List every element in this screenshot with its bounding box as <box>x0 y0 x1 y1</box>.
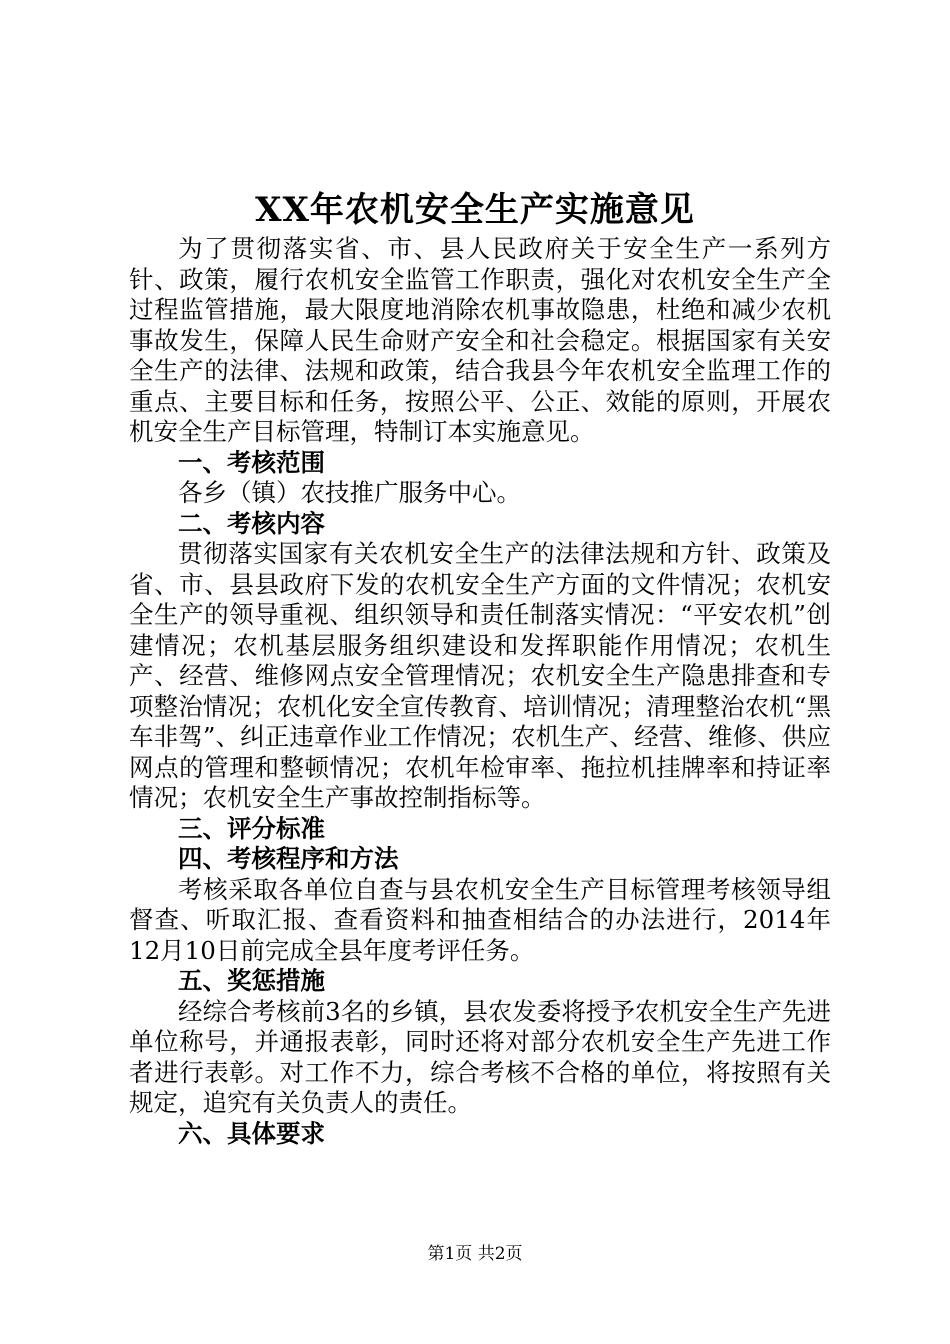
section-heading-requirements: 六、具体要求 <box>178 1118 325 1148</box>
section-text-scope: 各乡（镇）农技推广服务中心。 <box>178 478 521 507</box>
page-footer: 第1页 共2页 <box>427 1244 523 1264</box>
intro-paragraph: 为了贯彻落实省、市、县人民政府关于安全生产一系列方针、政策，履行农机安全监管工作职责，强化对农机安全生产全过程监管措施，最大限度地消除农机事故隐患，杜绝和减少农机事故发生，保障人民生命财产安全和社会稳定。根据国家有关安全生产的法律、法规和政策，结合我县今年农机安全监理工作的重点、主要目标和任务，按照公平、公正、效能的原则，开展农机安全生产目标管理，特制订本实施意见。 <box>129 234 831 446</box>
section-text-rewards: 经综合考核前3名的乡镇，县农发委将授予农机安全生产先进单位称号，并通报表彰，同时还将对部分农机安全生产先进工作者进行表彰。对工作不力，综合考核不合格的单位，将按照有关规定，追究有关负责人的责任。 <box>129 996 831 1117</box>
section-heading-scoring: 三、评分标准 <box>178 813 325 843</box>
section-text-procedure: 考核采取各单位自查与县农机安全生产目标管理考核领导组督查、听取汇报、查看资料和抽查相结合的办法进行，2014年12月10日前完成全县年度考评任务。 <box>129 874 831 965</box>
section-heading-rewards: 五、奖惩措施 <box>178 966 325 995</box>
section-heading-content: 二、考核内容 <box>178 508 325 538</box>
document-title: XX年农机安全生产实施意见 <box>255 190 695 230</box>
section-heading-scope: 一、考核范围 <box>178 447 325 477</box>
section-text-content: 贯彻落实国家有关农机安全生产的法律法规和方针、政策及省、市、县县政府下发的农机安全生产方面的文件情况；农机安全生产的领导重视、组织领导和责任制落实情况：“平安农机”创建情况；农机基层服务组织建设和发挥职能作用情况；农机生产、经营、维修网点安全管理情况；农机安全生产隐患排查和专项整治情况；农机化安全宣传教育、培训情况；清理整治农机“黑车非驾”、纠正违章作业工作情况；农机生产、经营、维修、供应网点的管理和整顿情况；农机年检审率、拖拉机挂牌率和持证率情况；农机安全生产事故控制指标等。 <box>129 539 831 812</box>
document-body <box>129 234 831 1149</box>
section-heading-procedure: 四、考核程序和方法 <box>178 844 399 873</box>
